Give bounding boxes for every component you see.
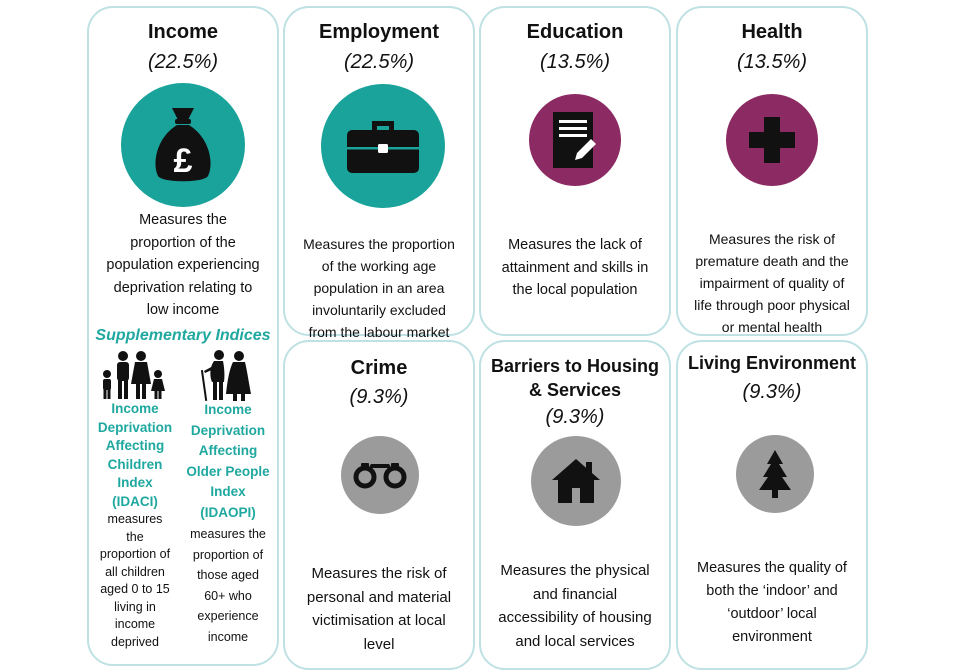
handcuffs-icon: [341, 436, 419, 514]
health-card: [676, 6, 868, 336]
education-description: Measures the lack of attainment and skills in the local population: [501, 237, 649, 298]
living-environment-title: Living Environment: [687, 353, 856, 373]
idaci-description: measures the proportion of all children aged 0 to 15 living in income deprived: [99, 512, 171, 649]
income-card: [87, 6, 279, 666]
health-title: Health: [741, 21, 803, 43]
crime-card: [283, 340, 475, 670]
supplementary-indices-title: Supplementary Indices: [95, 327, 271, 344]
employment-title: Employment: [318, 21, 440, 43]
document-pen-icon: [529, 94, 621, 186]
living-environment-card: [676, 340, 868, 670]
living-environment-description: Measures the quality of both the ‘indoor’ and ‘outdoor’ local environment: [697, 560, 847, 645]
education-card: [479, 6, 671, 336]
house-icon: [531, 436, 621, 526]
health-weight: (13.5%): [736, 51, 808, 73]
education-title: Education: [526, 21, 624, 43]
idaopi-name: Income Deprivation Affecting Older People Index (IDAOPI): [186, 402, 270, 520]
barriers-description: Measures the physical and financial accessibility of housing and local services: [498, 562, 652, 650]
health-description: Measures the risk of premature death and the impairment of quality of life through poor physical or mental health: [694, 231, 850, 335]
income-weight: (22.5%): [147, 51, 219, 73]
barriers-title: Barriers to Housing & Services: [490, 356, 660, 400]
crime-title: Crime: [350, 357, 408, 379]
idaopi-description: measures the proportion of those aged 60+ who experience income: [190, 527, 266, 644]
svg-text:£: £: [173, 142, 193, 180]
employment-card: [283, 6, 475, 340]
family-icon: [97, 350, 169, 400]
employment-description: Measures the proportion of the working age population in an area involuntarily excluded from the labour market: [303, 236, 455, 340]
living-environment-weight: (9.3%): [742, 381, 802, 403]
elderly-couple-icon: [199, 348, 255, 402]
employment-weight: (22.5%): [343, 51, 415, 73]
tree-icon: [736, 435, 814, 513]
barriers-weight: (9.3%): [545, 406, 605, 428]
idaci-name: Income Deprivation Affecting Children Index (IDACI): [97, 401, 173, 509]
income-title: Income: [147, 21, 219, 43]
briefcase-icon: [321, 84, 445, 208]
medical-cross-icon: [726, 94, 818, 186]
crime-description: Measures the risk of personal and material victimisation at local level: [306, 565, 452, 653]
income-description: Measures the proportion of the population experiencing deprivation relating to low income: [106, 212, 260, 318]
education-weight: (13.5%): [539, 51, 611, 73]
barriers-card: [479, 340, 671, 670]
crime-weight: (9.3%): [349, 386, 409, 408]
money-bag-pound-icon: [121, 83, 245, 207]
